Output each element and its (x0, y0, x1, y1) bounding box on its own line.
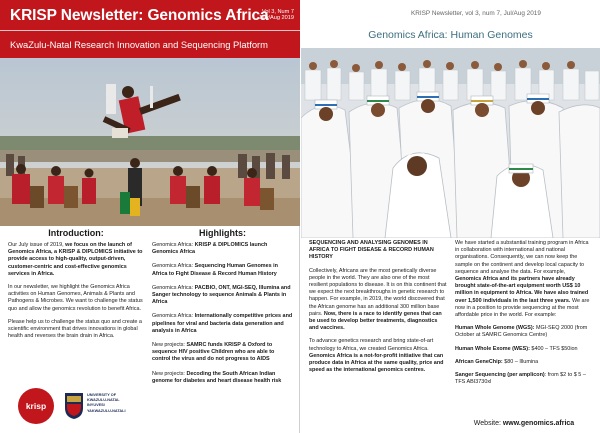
article-text-bold: Genomics Africa and its partners have already brought state-of-the-art equipment worth US$ 10 million in equipment to Africa. We have also trained over 1,500 individuals in the last three years. (455, 276, 589, 304)
issue-info (259, 9, 294, 22)
intro-text-bold: we focus on the launch of Genomics Africa, a KRISP & DIPLOMICS initiative to provide access to high-quality, output-driven, customer-centric and cost-effective genomics services in Africa. (8, 242, 143, 277)
highlight-prefix: Genomics Africa: (152, 284, 195, 291)
highlight-text: Internationally competitive prices and pipelines for viral and bacteria data generation and analysis in Africa (152, 313, 293, 334)
running-header: KRISP Newsletter, vol 3, num 7, Jul/Aug 2019 (411, 10, 541, 17)
price-value: MGI-SEQ 2000 (from October at SAMRC Genomics Centre) (455, 325, 588, 339)
price-label: Human Whole Genome (WGS): (455, 325, 535, 332)
dancers-photo-image (0, 58, 300, 226)
highlight-prefix: Genomics Africa: (152, 313, 195, 320)
newsletter-subtitle: KwaZulu-Natal Research Innovation and Sequencing Platform (10, 39, 268, 50)
ukzn-line: INYUVESI (87, 403, 105, 408)
website-label: Website: (473, 420, 503, 427)
highlight-text: SAMRC funds KRISP & Oxford to sequence HIV positive Children who are able to control the virus and do not progress to AIDS (152, 342, 275, 363)
highlight-item (152, 371, 293, 385)
ukzn-crest-icon (64, 392, 84, 420)
article-heading (309, 240, 447, 262)
highlight-text: Decoding the South African Indian genome for diabetes and heart disease health risk (152, 370, 282, 384)
newsletter-title: KRISP Newsletter: Genomics Africa (10, 7, 269, 24)
ukzn-line: UNIVERSITY OF (87, 393, 117, 397)
price-value: : from $2 to $ 5 – TFS ABI3730xl (455, 372, 586, 386)
krisp-logo: krisp (18, 388, 54, 424)
article-text: We have started a substantial training program in Africa in collaboration with international and national organisations. Consequently, we can now keep the sample on the continent and develop local capacity to sequence and analyse the data. For example, (455, 240, 589, 275)
issue-date: July/Aug 2019 (258, 15, 294, 22)
highlight-item (152, 263, 293, 277)
price-item (455, 325, 593, 339)
highlight-text: Sequencing Human Genomes in Africa to Fight Disease & Record Human History (152, 263, 278, 277)
highlight-item (152, 342, 293, 364)
article-text: We are now in a position to provide sequencing at the most affordable price in the world. For example: (455, 297, 590, 319)
article-column-1 (309, 240, 447, 380)
highlight-text: KRISP & DIPLOMICS launch Genomics Africa (152, 242, 268, 256)
ukzn-logo (64, 390, 144, 424)
highlight-text: PACBIO, ONT, MGI-SEQ, Illumina and Sanger technology to sequence Animals & Plants in Africa (152, 284, 291, 306)
article-paragraph (309, 338, 447, 374)
introduction-paragraph: In our newsletter, we highlight the Genomics Africa activities on Human Genomes, Animals & Plants and Pathogens & Microbes. We want to challenge the status quo and allow the genomics revolution to benefit Africa. (8, 284, 143, 312)
price-item (455, 372, 593, 386)
introduction-paragraph: Please help us to challenge the status quo and create a scientific environment that drives innovations in global health and reverses the brain drain in Africa. (8, 318, 142, 340)
newsletter-header (0, 0, 300, 58)
website-link[interactable]: www.genomics.africa (502, 420, 575, 427)
highlight-item (152, 313, 293, 335)
dancers-photo (0, 58, 300, 226)
price-item (455, 346, 593, 353)
intro-text-lead: Our July issue of 2019, (8, 242, 66, 248)
ukzn-line: KWAZULU-NATAL (87, 398, 120, 403)
header-divider (0, 30, 300, 31)
highlight-item (152, 242, 293, 256)
article-paragraph (309, 268, 447, 333)
article-text: Collectively, Africans are the most genetically diverse people in the world. They are also one of the most resilient populations to disease. It is on this continent that we expect the next breakthroughs in genetic research to happen. For example, in 2019, the world discovered that the African genome has an additional 300 million base pairs. (309, 267, 447, 317)
highlights-heading: Highlights: (199, 228, 246, 238)
price-label: Human Whole Exome (WES): (455, 345, 530, 352)
article-column-2 (455, 240, 593, 392)
issue-volume: Vol 3, Num 7 (261, 9, 294, 15)
highlight-prefix: Genomics Africa: (152, 242, 195, 248)
article-heading-text: SEQUENCING AND ANALYSING GENOMES IN AFRICA TO FIGHT DISEASE & RECORD HUMAN HISTORY (309, 240, 434, 261)
article-text-bold: Genomics Africa is a not-for-profit initiative that can produce data in Africa at the same quality, price and speed as the international genomics centres. (309, 352, 444, 374)
introduction-column (8, 226, 144, 346)
highlight-prefix: New projects: (152, 342, 187, 349)
price-value: $400 – TFS $50ion (529, 345, 578, 352)
price-label: African GeneChip: (455, 358, 503, 365)
ukzn-wordmark (87, 393, 126, 414)
crowd-photo (301, 48, 600, 238)
ukzn-line: YAKWAZULU-NATALI (87, 408, 126, 413)
newsletter-right-page (301, 0, 600, 433)
highlight-prefix: New projects: (152, 370, 187, 377)
highlight-prefix: Genomics Africa: (152, 263, 195, 270)
website-line (455, 420, 593, 427)
article-paragraph (455, 240, 593, 319)
article-text: To advance genetics research and bring state-of-art technology to Africa, we created Genomics Africa. (309, 338, 434, 352)
introduction-heading: Introduction: (48, 228, 104, 238)
introduction-paragraph (8, 242, 144, 278)
price-value: $80 – Illumina (502, 358, 539, 365)
price-item (455, 359, 593, 366)
section-title: Genomics Africa: Human Genomes (368, 29, 533, 41)
price-label: Sanger Sequencing (per amplicon) (455, 372, 545, 379)
crowd-photo-image (301, 48, 600, 238)
highlight-item (152, 285, 293, 307)
highlights-column (152, 226, 293, 392)
article-text-bold: Now, there is a race to identify genes that can be used to develop better treatments, diagnostics and vaccines. (309, 310, 442, 332)
